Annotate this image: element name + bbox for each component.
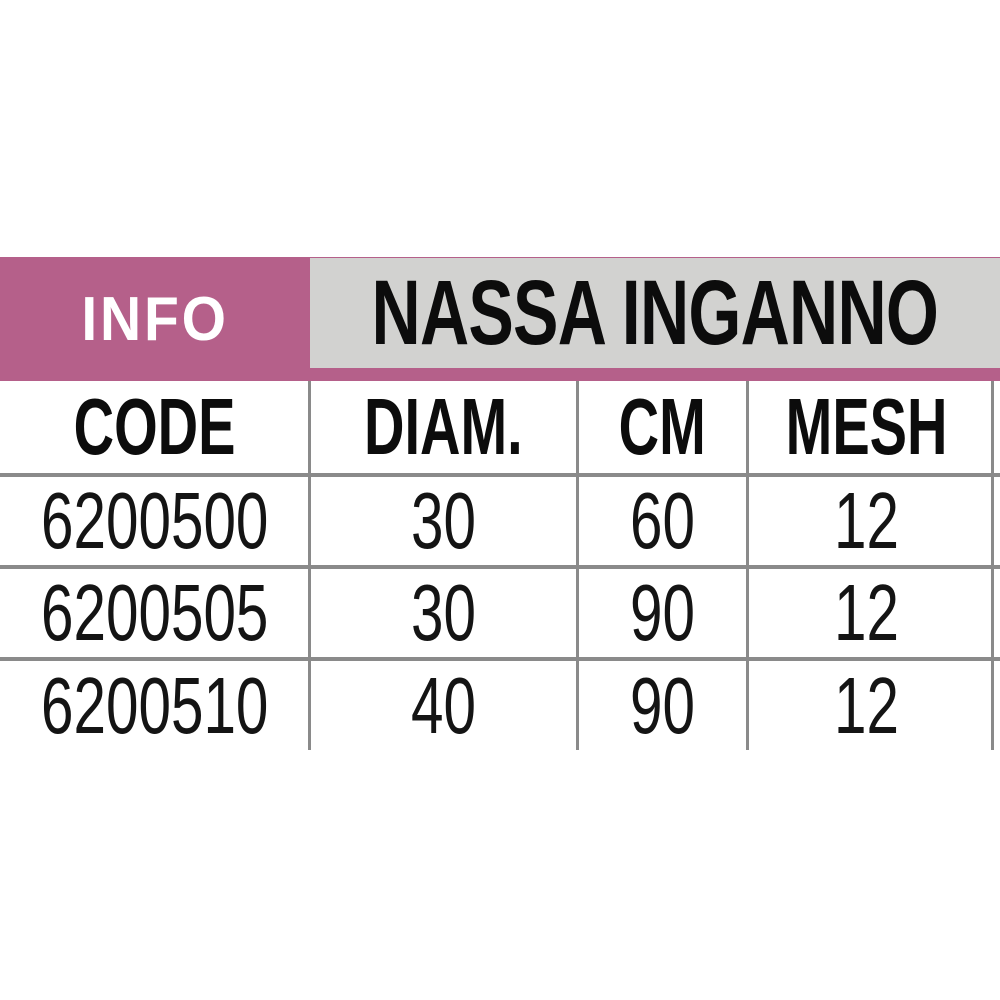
cell-code bbox=[0, 661, 309, 750]
cell-cm bbox=[577, 569, 747, 657]
header-title-band bbox=[310, 258, 1000, 368]
table-row bbox=[0, 569, 1000, 661]
table-row bbox=[0, 661, 1000, 750]
column-header-label: CODE bbox=[73, 382, 236, 471]
column-header-label: MESH bbox=[785, 382, 948, 471]
column-header-mesh bbox=[747, 381, 1000, 473]
spec-table bbox=[0, 381, 1000, 750]
diam-value: 30 bbox=[410, 568, 476, 657]
table-vertical-divider bbox=[308, 381, 311, 750]
code-value: 6200505 bbox=[40, 568, 269, 657]
mesh-value: 12 bbox=[834, 568, 899, 657]
cell-cm bbox=[577, 661, 747, 750]
code-value: 6200510 bbox=[40, 660, 269, 750]
table-vertical-divider bbox=[576, 381, 579, 750]
cell-diam bbox=[309, 661, 577, 750]
cell-mesh bbox=[747, 661, 1000, 750]
cell-diam bbox=[309, 477, 577, 565]
diam-value: 30 bbox=[410, 476, 476, 565]
column-header-code bbox=[0, 381, 309, 473]
cell-code bbox=[0, 477, 309, 565]
column-header-diam bbox=[309, 381, 577, 473]
cm-value: 60 bbox=[629, 476, 695, 565]
table-row bbox=[0, 477, 1000, 569]
table-vertical-divider bbox=[746, 381, 749, 750]
table-vertical-divider bbox=[991, 381, 994, 750]
cell-diam bbox=[309, 569, 577, 657]
diam-value: 40 bbox=[410, 660, 476, 750]
cm-value: 90 bbox=[629, 568, 695, 657]
column-header-cm bbox=[577, 381, 747, 473]
cell-mesh bbox=[747, 569, 1000, 657]
mesh-value: 12 bbox=[834, 660, 899, 750]
column-header-label: CM bbox=[618, 382, 706, 471]
table-header-row bbox=[0, 381, 1000, 477]
cell-code bbox=[0, 569, 309, 657]
cm-value: 90 bbox=[629, 660, 695, 750]
info-header-cell bbox=[0, 257, 310, 381]
cell-mesh bbox=[747, 477, 1000, 565]
mesh-value: 12 bbox=[834, 476, 899, 565]
product-title: NASSA INGANNO bbox=[371, 261, 939, 364]
code-value: 6200500 bbox=[40, 476, 269, 565]
info-label: INFO bbox=[81, 284, 229, 354]
column-header-label: DIAM. bbox=[363, 382, 523, 471]
cell-cm bbox=[577, 477, 747, 565]
